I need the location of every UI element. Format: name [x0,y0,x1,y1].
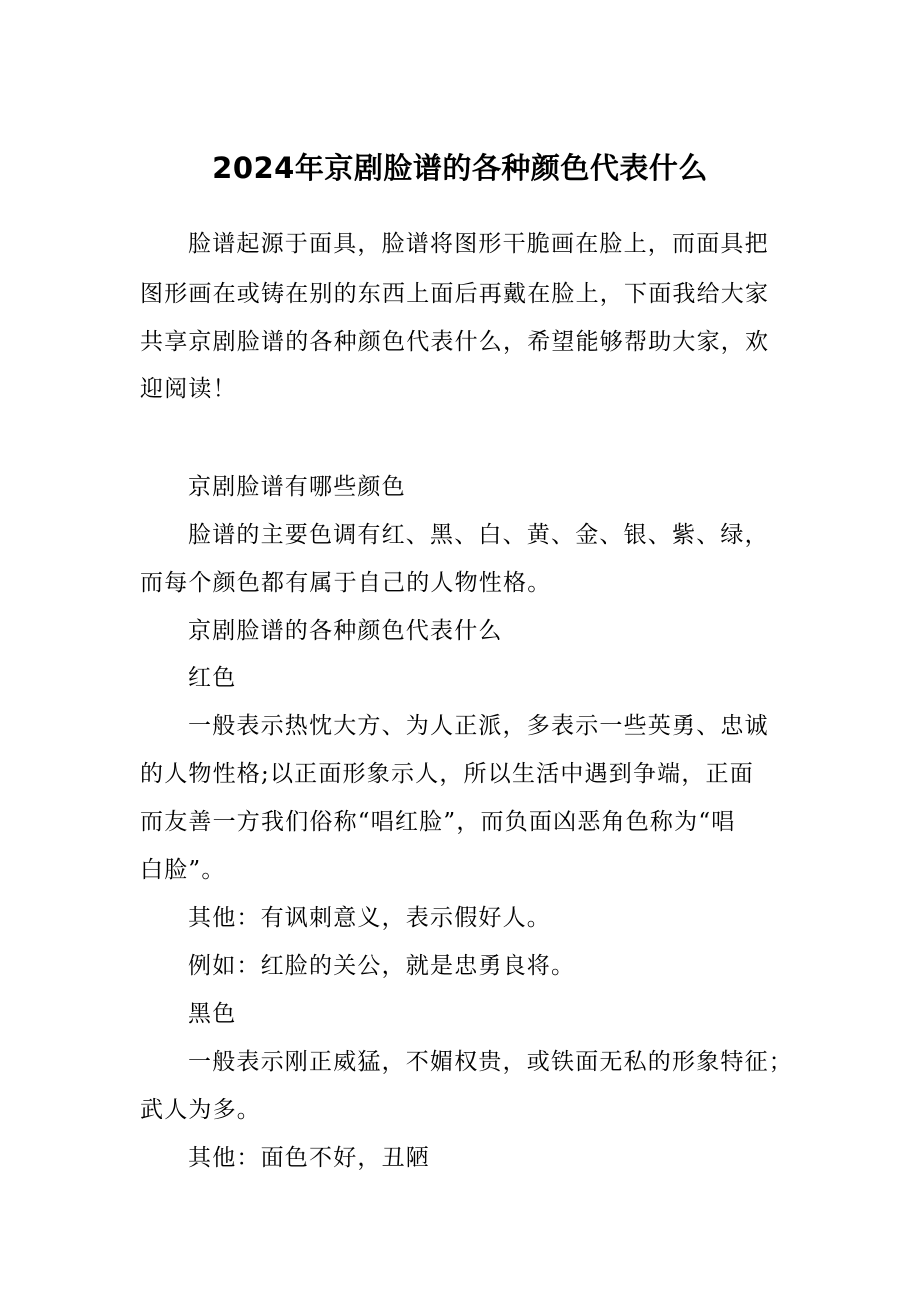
color-name-red: 红色 [188,665,237,691]
red-description-line: 一般表示热忱大方、为人正派，多表示一些英勇、忠诚 [188,713,769,739]
black-description-line: 一般表示刚正威猛，不媚权贵，或铁面无私的形象特征； [188,1049,793,1075]
intro-line: 脸谱起源于面具，脸谱将图形干脆画在脸上，而面具把 [188,231,769,257]
document-title: 2024年京剧脸谱的各种颜色代表什么 [212,151,708,185]
red-other: 其他：有讽刺意义，表示假好人。 [188,905,551,931]
intro-line: 共享京剧脸谱的各种颜色代表什么，希望能够帮助大家，欢 [140,329,770,355]
red-description-line: 白脸”。 [140,857,226,883]
section1-body-line: 而每个颜色都有属于自己的人物性格。 [140,570,552,596]
section-heading-meanings: 京剧脸谱的各种颜色代表什么 [188,618,503,644]
red-description-line: 的人物性格;以正面形象示人，所以生活中遇到争端，正面 [140,761,754,787]
black-other: 其他：面色不好，丑陋 [188,1145,430,1171]
section-heading-colors: 京剧脸谱有哪些颜色 [188,474,406,500]
color-name-black: 黑色 [188,1001,237,1027]
section1-body-line: 脸谱的主要色调有红、黑、白、黄、金、银、紫、绿， [188,522,769,548]
intro-line: 图形画在或铸在别的东西上面后再戴在脸上，下面我给大家 [140,281,770,307]
intro-line: 迎阅读！ [140,376,237,402]
red-description-line: 而友善一方我们俗称“唱红脸”，而负面凶恶角色称为“唱 [140,809,736,835]
red-example: 例如：红脸的关公，就是忠勇良将。 [188,953,576,979]
black-description-line: 武人为多。 [140,1097,261,1123]
